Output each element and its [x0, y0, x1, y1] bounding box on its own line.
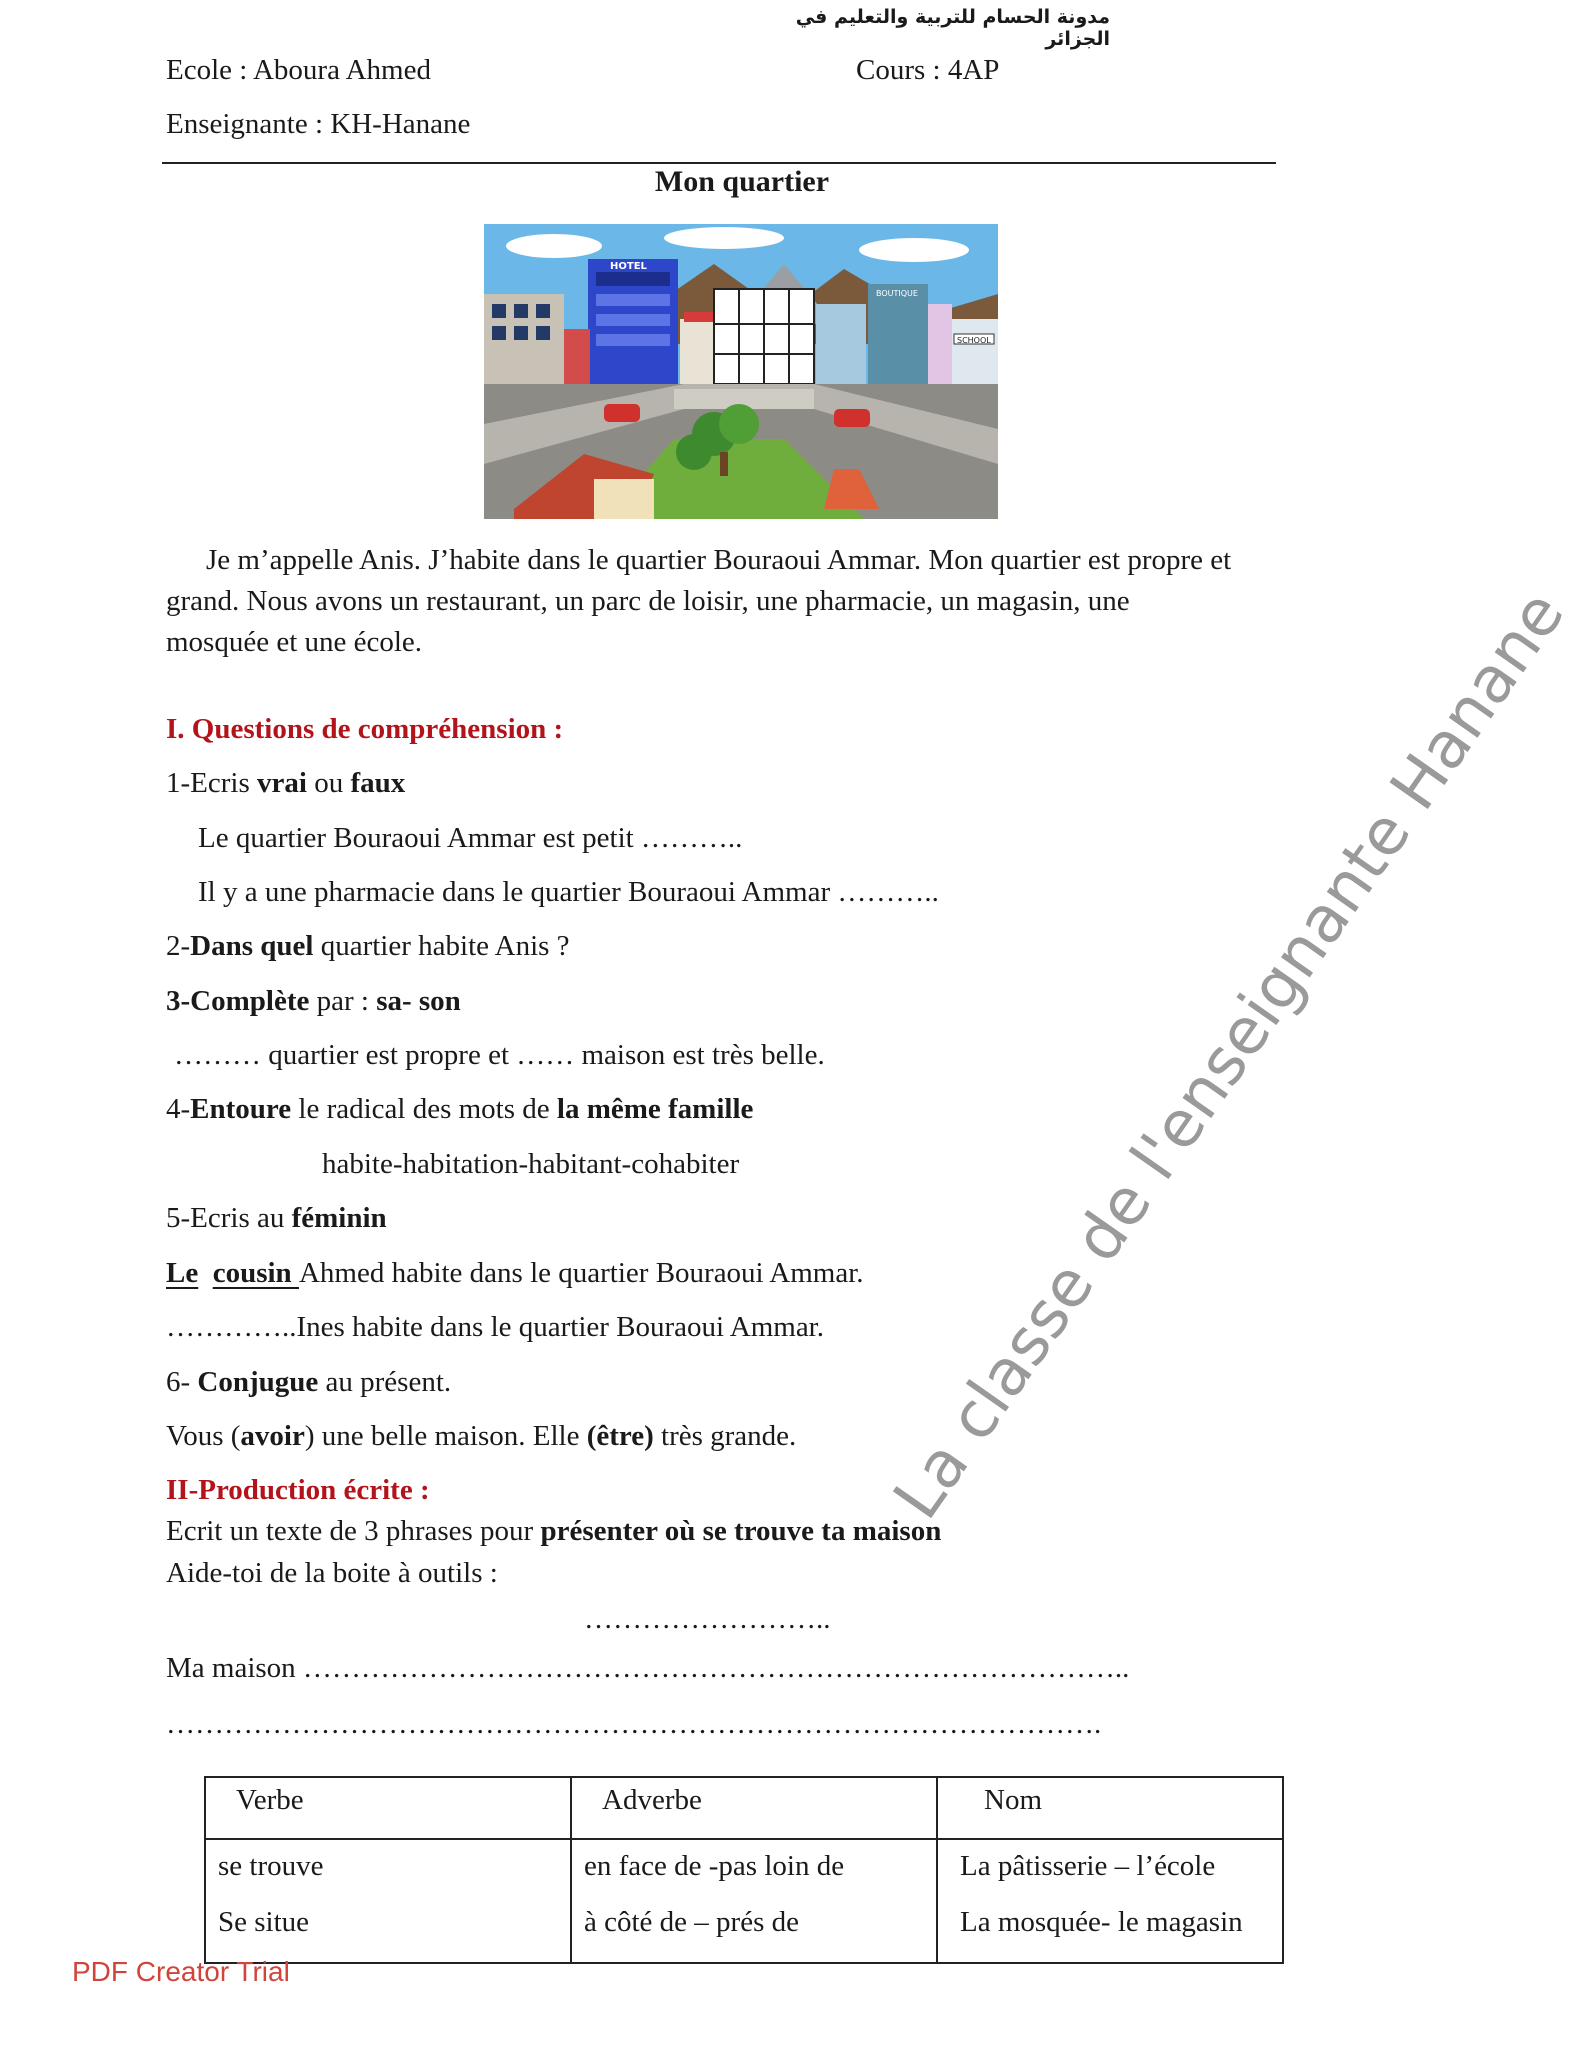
table-cell-verbes: [205, 1839, 571, 1963]
list-item: Se situe: [218, 1906, 310, 1938]
table-row: [205, 1839, 1283, 1963]
school-sign: SCHOOL: [957, 336, 991, 345]
list-item: La mosquée- le magasin: [960, 1906, 1243, 1938]
question-4-words: habite-habitation-habitant-cohabiter: [322, 1148, 740, 1180]
list-item: se trouve: [218, 1850, 324, 1882]
question-3: 3-Complète par : sa- son: [166, 985, 461, 1017]
list-item: à côté de – prés de: [584, 1906, 799, 1938]
question-1-statement-1: Le quartier Bouraoui Ammar est petit ………..: [198, 822, 743, 854]
hotel-sign: HOTEL: [610, 261, 647, 272]
section-heading-production: II-Production écrite :: [166, 1474, 430, 1506]
toolbox-hint: Aide-toi de la boite à outils :: [166, 1557, 498, 1589]
arabic-blog-header: مدونة الحسام للتربية والتعليم في الجزائر: [795, 6, 1110, 50]
table-cell-noms: [937, 1839, 1283, 1963]
table-cell-adverbes: [571, 1839, 937, 1963]
list-item: La pâtisserie – l’école: [960, 1850, 1216, 1882]
question-4: 4-Entoure le radical des mots de la même famille: [166, 1093, 754, 1125]
question-1-statement-2: Il y a une pharmacie dans le quartier Bouraoui Ammar ………..: [198, 876, 939, 908]
question-5-blank: …………..Ines habite dans le quartier Bouraoui Ammar.: [166, 1311, 824, 1343]
page-title: Mon quartier: [654, 165, 830, 198]
answer-line-dots: …………………………………………………………………………………….: [166, 1708, 1102, 1740]
school-name: Ecole : Aboura Ahmed: [166, 54, 431, 86]
reading-text: Je m’appelle Anis. J’habite dans le quartier Bouraoui Ammar. Mon quartier est propre et grand. Nous avons un restaurant, un parc de loisir, une pharmacie, un magasin, une mosquée et une école.: [166, 544, 1232, 658]
question-2: 2-Dans quel quartier habite Anis ?: [166, 930, 570, 962]
question-6: 6- Conjugue au présent.: [166, 1366, 452, 1398]
table-header-row: [205, 1777, 1283, 1839]
question-5: 5-Ecris au féminin: [166, 1202, 387, 1234]
list-item: en face de -pas loin de: [584, 1850, 845, 1882]
neighborhood-illustration: [484, 224, 998, 519]
trial-watermark: PDF Creator Trial: [72, 1956, 290, 1987]
answer-dots-center: ……………………..: [584, 1603, 831, 1635]
section-heading-comprehension: I. Questions de compréhension :: [166, 713, 564, 745]
boutique-sign: BOUTIQUE: [876, 289, 918, 298]
toolbox-table: [204, 1776, 1284, 1964]
table-header-adverbe: Adverbe: [571, 1777, 937, 1839]
question-1: 1-Ecris vrai ou faux: [166, 767, 406, 799]
teacher-name: Enseignante : KH-Hanane: [166, 108, 471, 140]
course-level: Cours : 4AP: [856, 54, 1000, 86]
table-header-nom: Nom: [937, 1777, 1283, 1839]
question-5-line: Le cousin Ahmed habite dans le quartier Bouraoui Ammar.: [166, 1257, 864, 1289]
red-car: [604, 404, 640, 422]
watermark-text: La classe de l'enseignante Hanane: [880, 578, 1579, 1533]
production-instruction: Ecrit un texte de 3 phrases pour présenter où se trouve ta maison: [166, 1515, 942, 1547]
answer-line-ma-maison: Ma maison …………………………………………………………………………..: [166, 1652, 1130, 1684]
question-3-line: ……… quartier est propre et …… maison est très belle.: [174, 1039, 825, 1071]
question-6-line: Vous (avoir) une belle maison. Elle (être) très grande.: [166, 1420, 797, 1452]
table-header-verbe: Verbe: [205, 1777, 571, 1839]
